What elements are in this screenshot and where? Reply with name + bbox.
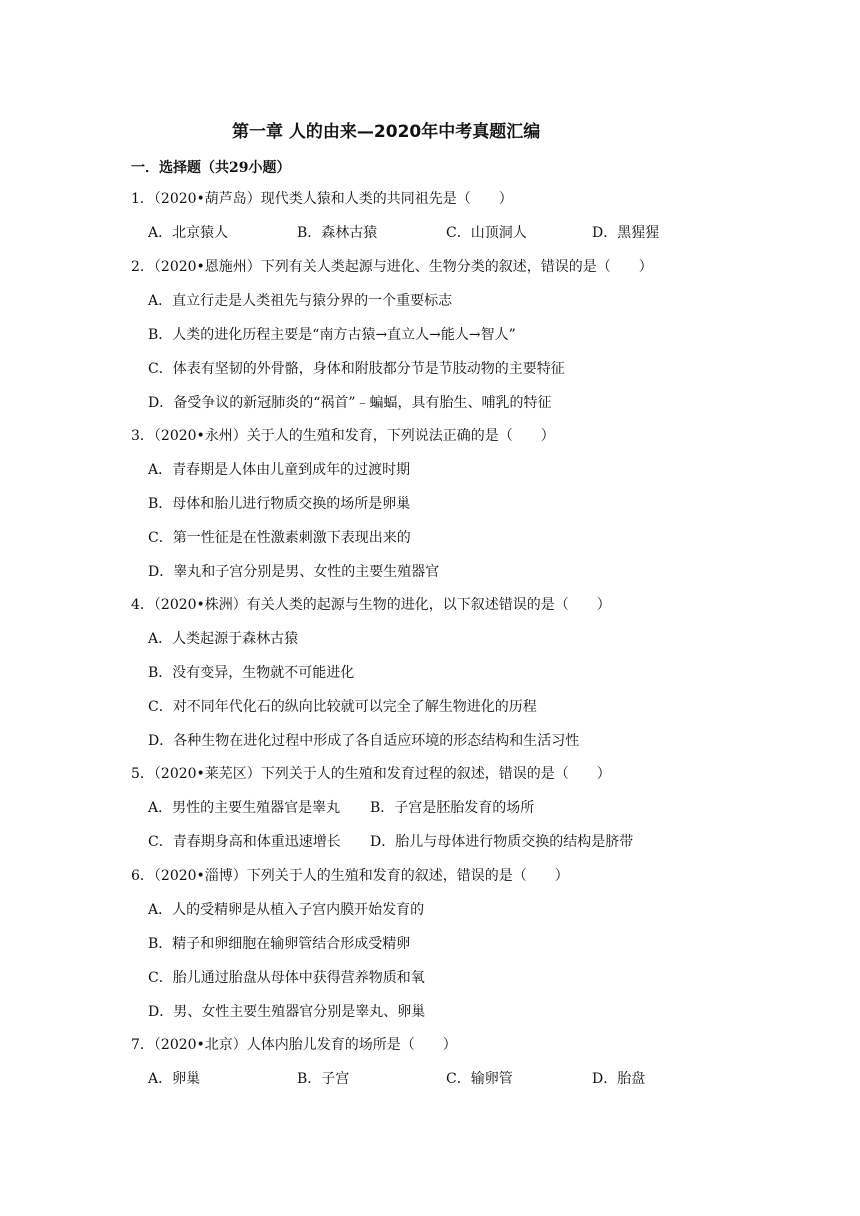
question-3-option-c: C．第一性征是在性激素刺激下表现出来的 [148, 530, 411, 546]
question-1-option-b: B．森林古猿 [297, 225, 378, 241]
question-6-option-b: B．精子和卵细胞在输卵管结合形成受精卵 [148, 936, 411, 952]
question-7-option-a: A．卵巢 [148, 1071, 201, 1087]
question-2-stem: 2．（2020•恩施州）下列有关人类起源与进化、生物分类的叙述，错误的是（ ） [131, 259, 653, 275]
question-4-option-b: B．没有变异，生物就不可能进化 [148, 665, 355, 681]
question-6-option-c: C．胎儿通过胎盘从母体中获得营养物质和氧 [148, 970, 425, 986]
question-2-option-a: A．直立行走是人类祖先与猿分界的一个重要标志 [148, 293, 453, 309]
question-6-stem: 6．（2020•淄博）下列关于人的生殖和发育的叙述，错误的是（ ） [131, 868, 569, 884]
question-5-option-b: B．子宫是胚胎发育的场所 [370, 800, 535, 816]
question-5-option-a: A．男性的主要生殖器官是睾丸 [148, 800, 341, 816]
question-7-option-c: C．输卵管 [446, 1071, 513, 1087]
question-1-option-d: D．黑猩猩 [592, 225, 660, 241]
question-3-option-b: B．母体和胎儿进行物质交换的场所是卵巢 [148, 496, 411, 512]
question-5-option-d: D．胎儿与母体进行物质交换的结构是脐带 [370, 834, 634, 850]
question-6-option-a: A．人的受精卵是从植入子宫内膜开始发育的 [148, 902, 425, 918]
question-6-option-d: D．男、女性主要生殖器官分别是睾丸、卵巢 [148, 1004, 426, 1020]
question-2-option-c: C．体表有坚韧的外骨骼，身体和附肢都分节是节肢动物的主要特征 [148, 361, 565, 377]
page-title: 第一章 人的由来—2020年中考真题汇编 [232, 122, 541, 142]
question-1-stem: 1．（2020•葫芦岛）现代类人猿和人类的共同祖先是（ ） [131, 191, 513, 207]
question-4-option-d: D．各种生物在进化过程中形成了各自适应环境的形态结构和生活习性 [148, 733, 580, 749]
question-4-option-a: A．人类起源于森林古猿 [148, 631, 299, 647]
question-2-option-d: D．备受争议的新冠肺炎的“祸首”﹣蝙蝠，具有胎生、哺乳的特征 [148, 395, 552, 411]
question-1-option-a: A．北京猿人 [148, 225, 229, 241]
question-3-stem: 3．（2020•永州）关于人的生殖和发育，下列说法正确的是（ ） [131, 428, 555, 444]
question-4-option-c: C．对不同年代化石的纵向比较就可以完全了解生物进化的历程 [148, 699, 537, 715]
question-4-stem: 4．（2020•株洲）有关人类的起源与生物的进化，以下叙述错误的是（ ） [131, 597, 611, 613]
question-7-stem: 7．（2020•北京）人体内胎儿发育的场所是（ ） [131, 1037, 457, 1053]
question-1-option-c: C．山顶洞人 [446, 225, 527, 241]
question-2-option-b: B．人类的进化历程主要是“南方古猿→直立人→能人→智人” [148, 327, 516, 343]
question-3-option-a: A．青春期是人体由儿童到成年的过渡时期 [148, 462, 411, 478]
question-5-stem: 5．（2020•莱芜区）下列关于人的生殖和发育过程的叙述，错误的是（ ） [131, 766, 611, 782]
question-3-option-d: D．睾丸和子宫分别是男、女性的主要生殖器官 [148, 564, 440, 580]
question-7-option-b: B．子宫 [297, 1071, 350, 1087]
question-5-option-c: C．青春期身高和体重迅速增长 [148, 834, 341, 850]
question-7-option-d: D．胎盘 [592, 1071, 646, 1087]
section-heading: 一．选择题（共29小题） [131, 160, 291, 176]
